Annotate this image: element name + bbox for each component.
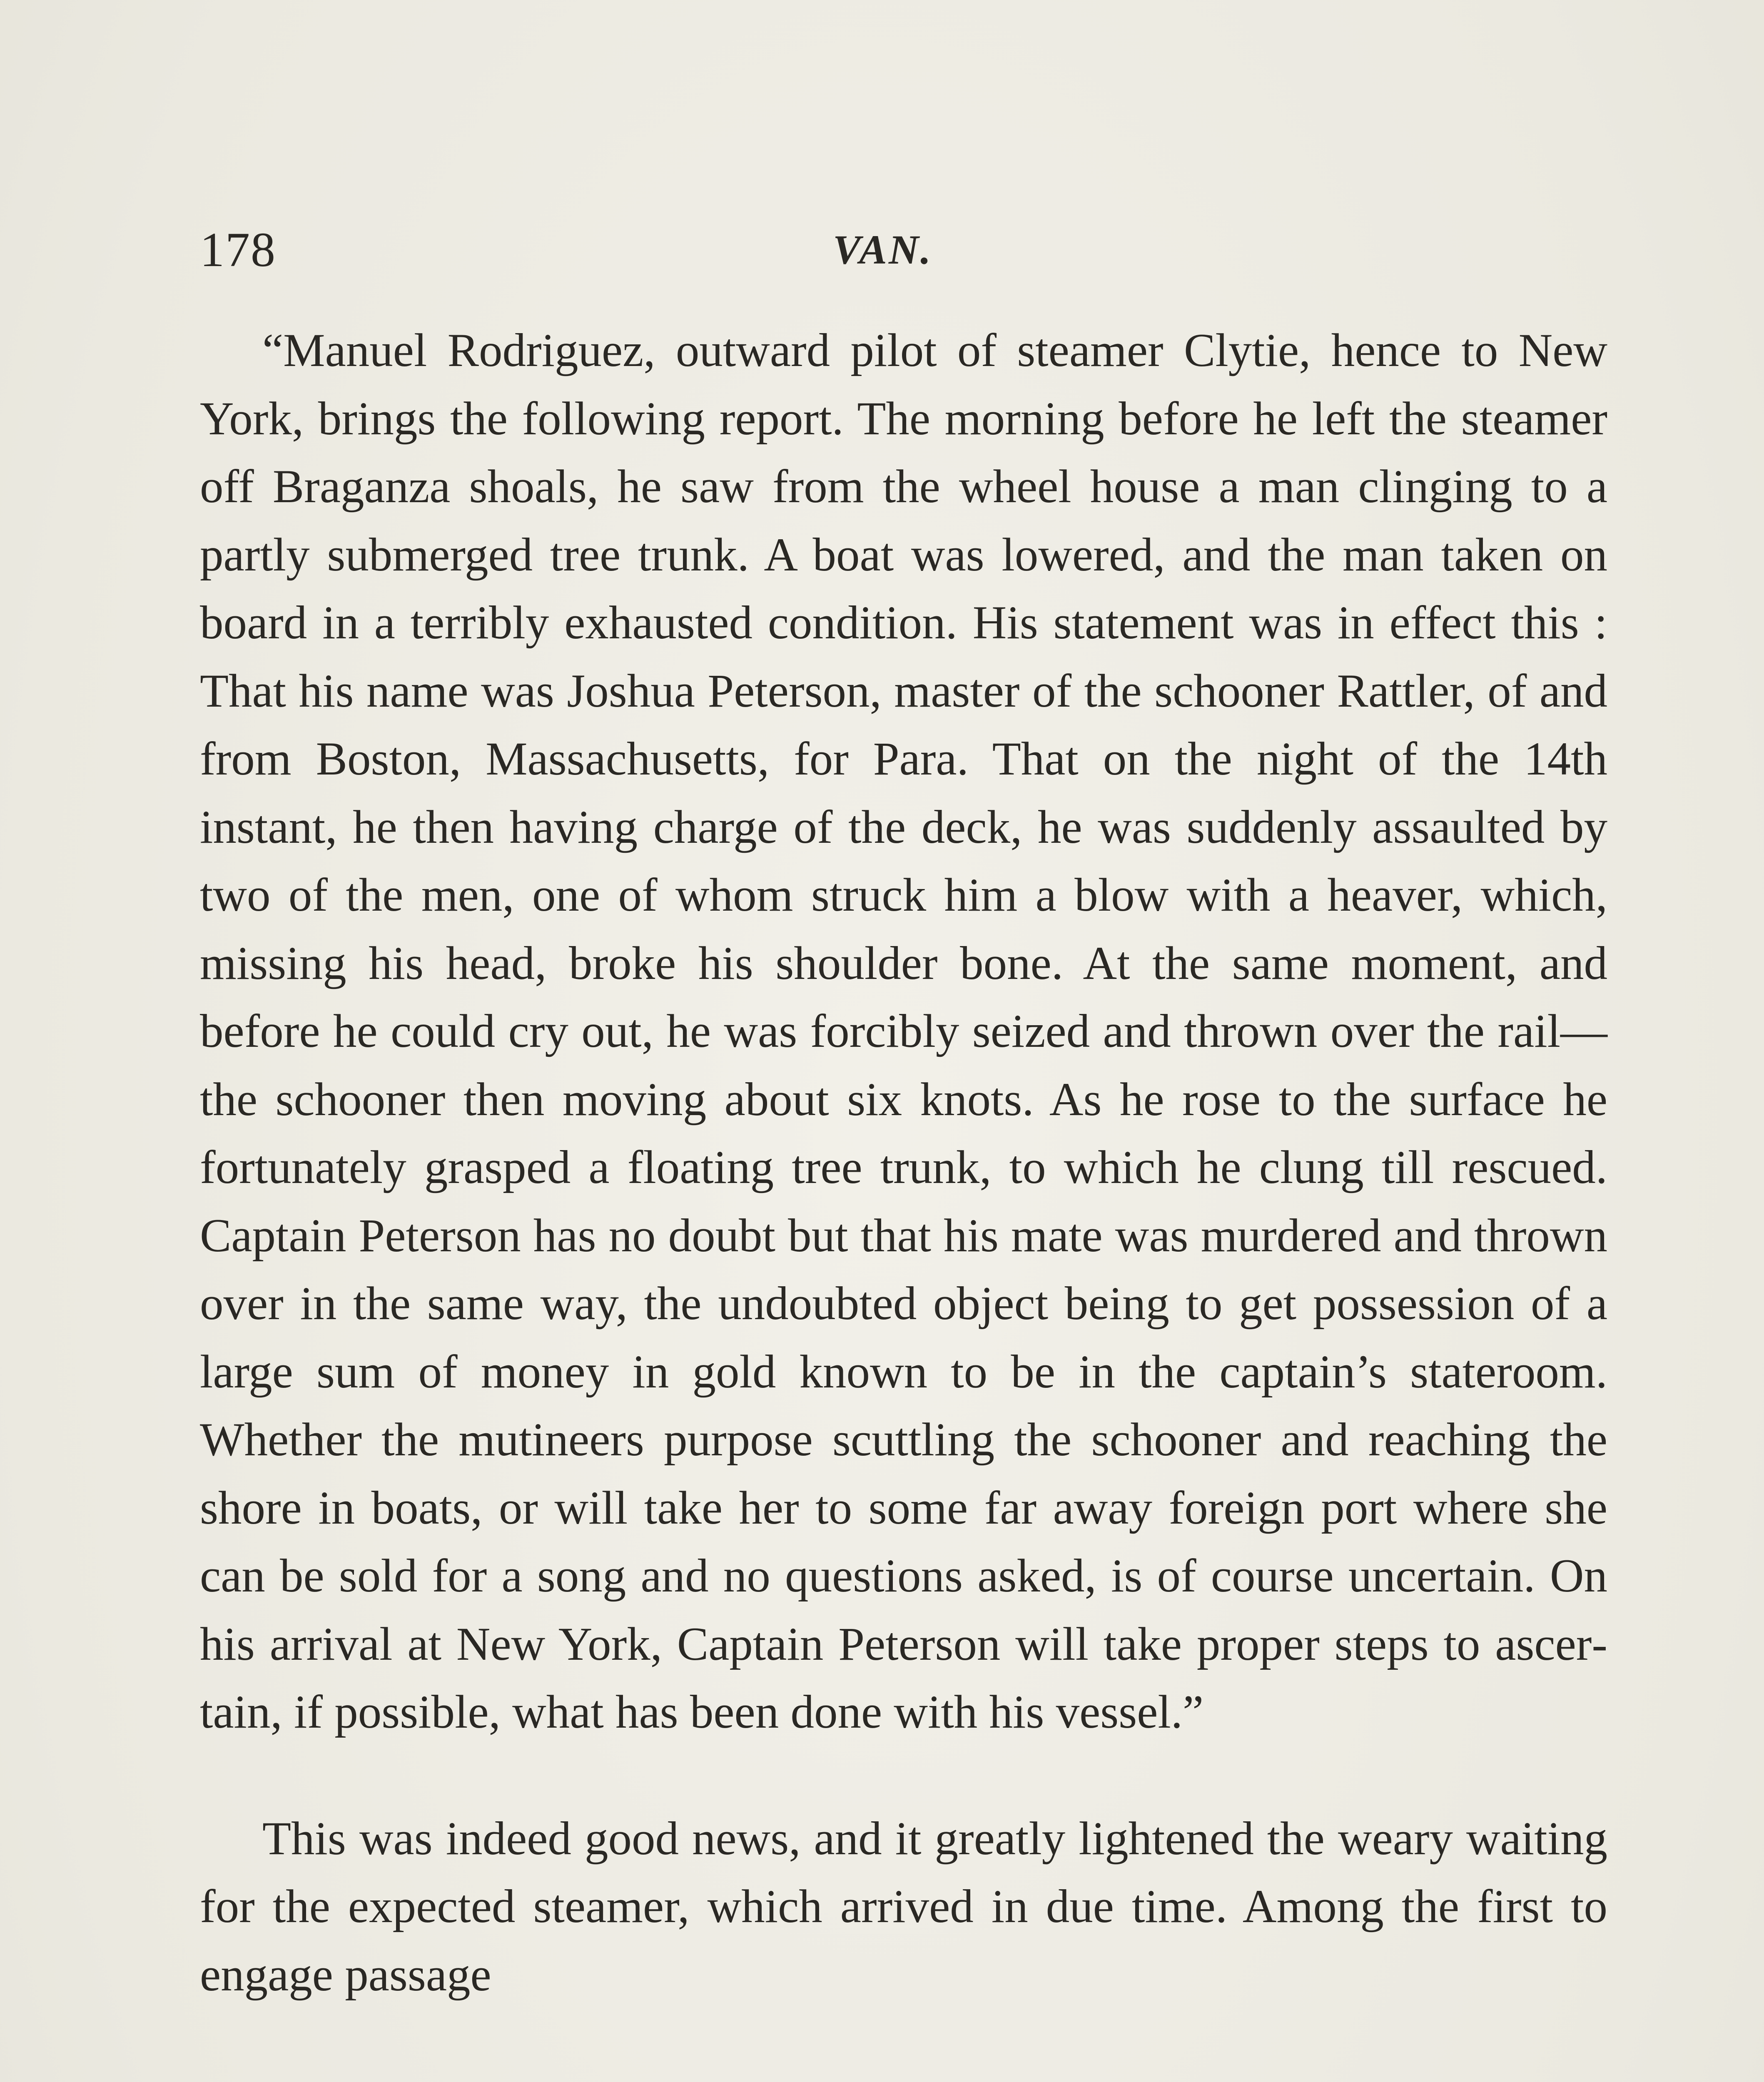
paragraph-good-news: This was indeed good news, and it greatly lightened the weary waiting for the expected steamer, which arrived in due time. Among the first to engage passage (200, 1812, 1607, 2001)
page-number: 178 (200, 222, 276, 277)
body-text (200, 316, 1607, 2009)
paragraph-report: “Manuel Rodriguez, outward pilot of steamer Clytie, hence to New York, brings the following report. The morning before he left the steamer off Braganza shoals, he saw from the wheel house a man clinging to a partly submerged tree trunk. A boat was lowered, and the man taken on board in a terribly exhausted condition. His statement was in effect this : That his name was Joshua Peterson, master of the schooner Rattler, of and from Boston, Massachusetts, for Para. That on the night of the 14th instant, he then having charge of the deck, he was suddenly assaulted by two of the men, one of whom struck him a blow with a heaver, which, missing his head, broke his shoulder bone. At the same moment, and before he could cry out, he was forcibly seized and thrown over the rail—the schooner then moving about six knots. As he rose to the surface he fortunately grasped a floating tree trunk, to which he clung till rescued. Captain Peterson has no doubt but that his mate was murdered and thrown over in the same way, the undoubted object being to get possession of a large sum of money in gold known to be in the captain’s stateroom. Whether the mutineers purpose scuttling the schooner and reaching the shore in boats, or will take her to some far away foreign port where she can be sold for a song and no questions asked, is of course uncertain. On his arrival at New York, Captain Peterson will take proper steps to ascertain, if possible, what has been done with his vessel.” (200, 324, 1607, 1738)
running-head (200, 217, 1607, 283)
running-title: VAN. (833, 227, 933, 273)
